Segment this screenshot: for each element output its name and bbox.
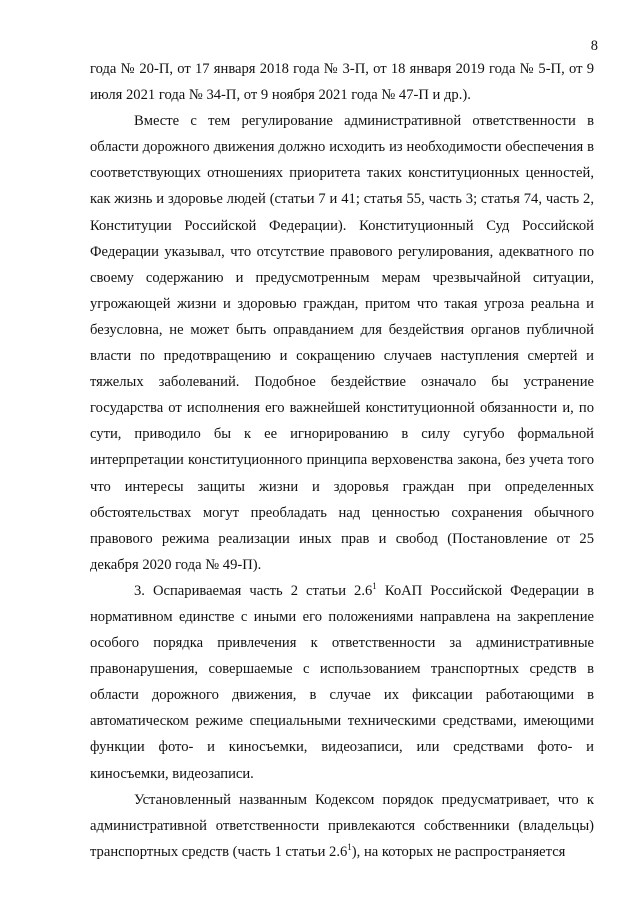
paragraph-text: ), на которых не распространяется [351,843,566,860]
paragraph-text: Установленный названным Кодексом порядок предусматривает, что к административной ответственности привлекаются собственники (владельцы) транспортных средств (часть 1 статьи 2.6 [90,791,594,860]
paragraph-text: года № 20-П, от 17 января 2018 года № 3-П, от 18 января 2019 года № 5-П, от 9 июля 2021 года № 34-П, от 9 ноября 2021 года № 47-П и др.). [90,61,594,104]
paragraph-text: 3. Оспариваемая часть 2 статьи 2.6 [134,582,373,599]
paragraph-section-3 [90,578,594,787]
paragraph-text: КоАП Российской Федерации в нормативном единстве с иными его положениями направлена на закрепление особого порядка привлечения к ответственности за административные правонарушения, совершаемые с использованием транспортных средств в области дорожного движения, в случае их фиксации работающими в автоматическом режиме специальными техническими средствами, имеющими функции фото- и киносъемки, видеозаписи, или средствами фото- и киносъемки, видеозаписи. [90,582,594,782]
superscript: 1 [372,580,377,591]
paragraph-continuation [90,56,594,108]
document-body [90,56,594,865]
paragraph-road-safety [90,108,594,578]
paragraph-text: Вместе с тем регулирование административной ответственности в области дорожного движения должно исходить из необходимости обеспечения в соответствующих отношениях приоритета таких конституционных ценностей, как жизнь и здоровье людей (статьи 7 и 41; статья 55, часть 3; статья 74, часть 2, Конституции Российской Федерации). Конституционный Суд Российской Федерации указывал, что отсутствие правового регулирования, адекватного по своему содержанию и предусмотренным мерам чрезвычайной ситуации, угрожающей жизни и здоровью граждан, притом что такая угроза реальна и безусловна, не может быть оправданием для бездействия органов публичной власти по предотвращению и сокращению случаев наступления смертей и тяжелых заболеваний. Подобное бездействие означало бы устранение государства от исполнения его важнейшей конституционной обязанности и, по сути, приводило бы к ее игнорированию в силу сугубо формальной интерпретации конституционного принципа верховенства закона, без учета того что интересы защиты жизни и здоровья граждан при определенных обстоятельствах могут преобладать над ценностью сохранения обычного правового режима реализации иных прав и свобод (Постановление от 25 декабря 2020 года № 49-П). [90,113,594,573]
paragraph-procedure [90,787,594,865]
page-number: 8 [590,38,598,54]
superscript: 1 [347,841,352,852]
